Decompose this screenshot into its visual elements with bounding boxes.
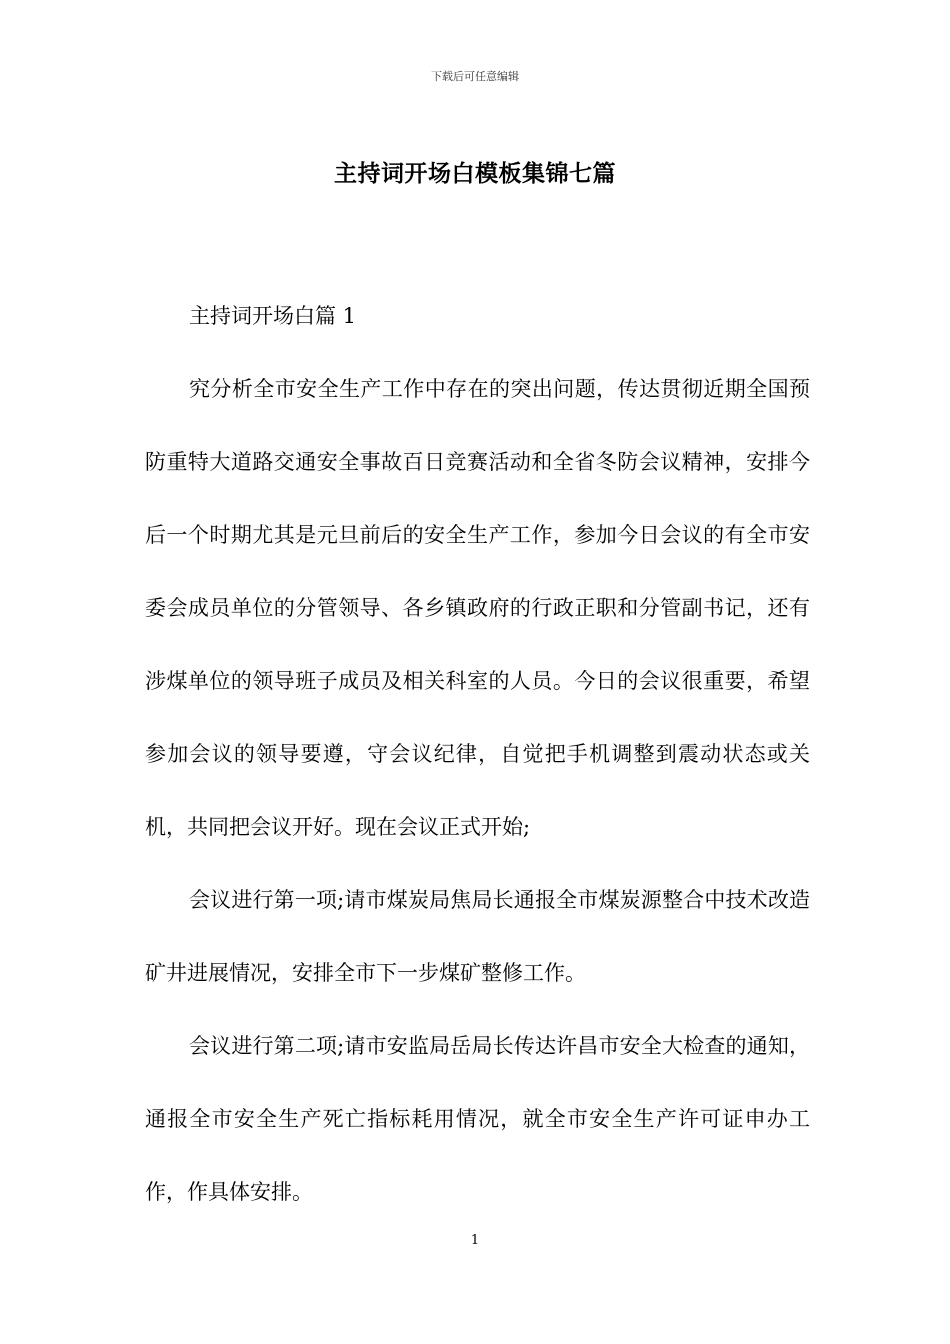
paragraph-2: 会议进行第一项;请市煤炭局焦局长通报全市煤炭源整合中技术改造矿井进展情况，安排全市下一步煤矿整修工作。	[145, 888, 810, 985]
paragraph-1: 究分析全市安全生产工作中存在的突出问题，传达贯彻近期全国预防重特大道路交通安全事故百日竞赛活动和全省冬防会议精神，安排今后一个时期尤其是元旦前后的安全生产工作，参加今日会议的有全市安委会成员单位的分管领导、各乡镇政府的行政正职和分管副书记，还有涉煤单位的领导班子成员及相关科室的人员。今日的会议很重要，希望参加会议的领导要遵，守会议纪律，自觉把手机调整到震动状态或关机，共同把会议开好。现在会议正式开始;	[145, 377, 810, 839]
document-title: 主持词开场白模板集锦七篇	[334, 160, 616, 187]
paragraph-3: 会议进行第二项;请市安监局岳局长传达许昌市安全大检查的通知，通报全市安全生产死亡指标耗用情况，就全市安全生产许可证申办工作，作具体安排。	[145, 1034, 810, 1204]
header-note: 下载后可任意编辑	[431, 70, 519, 83]
document-body	[145, 280, 810, 1229]
page-number: 1	[470, 1233, 480, 1248]
section-heading: 主持词开场白篇 1	[189, 304, 357, 328]
